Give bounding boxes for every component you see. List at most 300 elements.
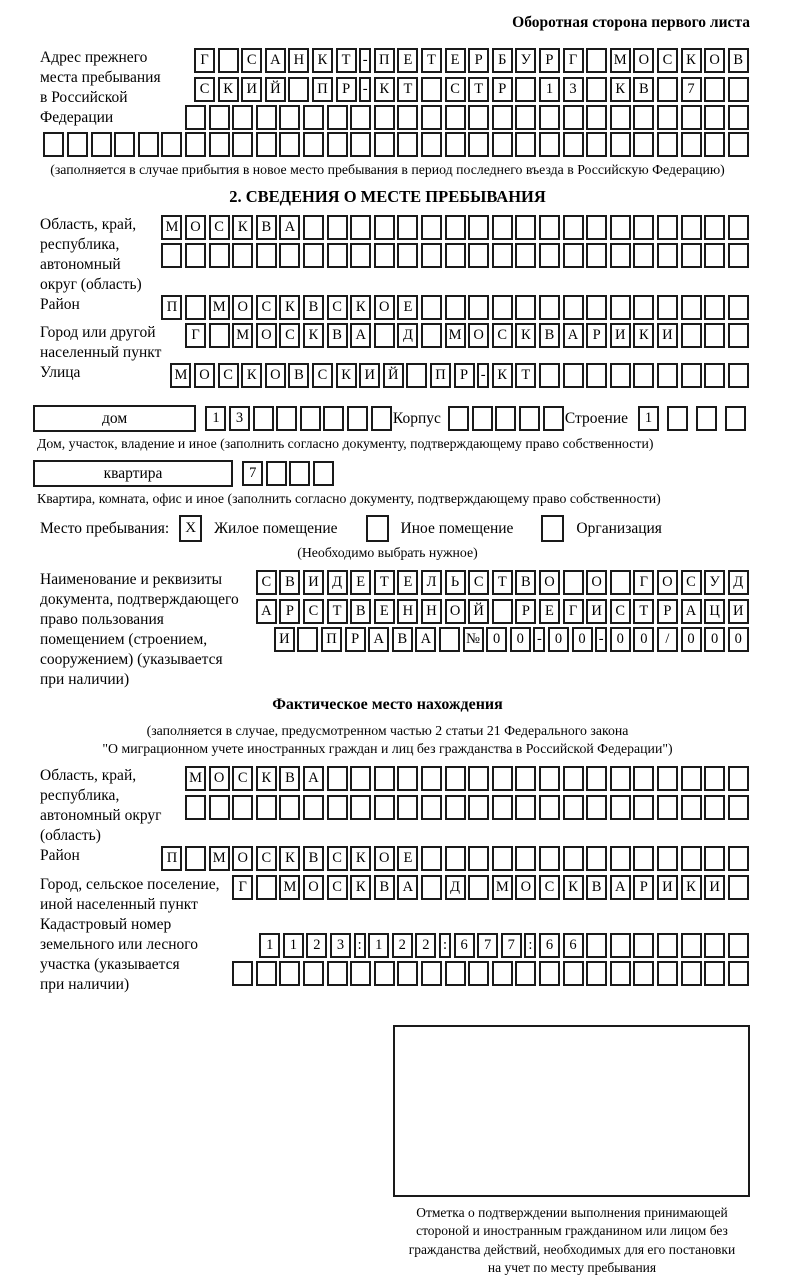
char-cell[interactable] (681, 363, 702, 388)
char-cell[interactable] (539, 961, 560, 986)
char-cell[interactable]: О (265, 363, 286, 388)
char-cell[interactable] (610, 961, 631, 986)
char-cell[interactable]: 0 (486, 627, 507, 652)
char-cell[interactable]: А (265, 48, 286, 73)
char-cell[interactable] (374, 323, 395, 348)
char-cell[interactable]: П (161, 295, 182, 320)
char-cell[interactable] (218, 48, 239, 73)
char-cell[interactable]: Е (539, 599, 560, 624)
char-cell[interactable] (492, 295, 513, 320)
char-cell[interactable]: У (704, 570, 725, 595)
char-cell[interactable]: С (327, 295, 348, 320)
char-cell[interactable] (374, 105, 395, 130)
char-cell[interactable] (43, 132, 64, 157)
char-cell[interactable]: : (439, 933, 451, 958)
char-cell[interactable] (657, 795, 678, 820)
char-cell[interactable] (728, 323, 749, 348)
char-cell[interactable]: Е (397, 570, 418, 595)
char-cell[interactable]: 3 (563, 77, 584, 102)
char-cell[interactable]: С (218, 363, 239, 388)
char-cell[interactable] (657, 766, 678, 791)
char-cell[interactable] (232, 105, 253, 130)
char-cell[interactable] (633, 933, 654, 958)
char-cell[interactable]: К (303, 323, 324, 348)
char-cell[interactable]: В (515, 570, 536, 595)
char-cell[interactable] (445, 243, 466, 268)
char-cell[interactable] (492, 846, 513, 871)
char-cell[interactable]: Р (586, 323, 607, 348)
char-cell[interactable]: О (633, 48, 654, 73)
char-cell[interactable] (209, 323, 230, 348)
char-cell[interactable] (445, 295, 466, 320)
char-cell[interactable] (421, 795, 442, 820)
char-cell[interactable]: Р (345, 627, 366, 652)
char-cell[interactable] (519, 406, 540, 431)
char-cell[interactable] (728, 243, 749, 268)
char-cell[interactable]: В (392, 627, 413, 652)
char-cell[interactable] (492, 132, 513, 157)
char-cell[interactable] (232, 243, 253, 268)
char-cell[interactable] (468, 795, 489, 820)
char-cell[interactable] (350, 795, 371, 820)
char-cell[interactable]: Т (492, 570, 513, 595)
char-cell[interactable]: 0 (510, 627, 531, 652)
char-cell[interactable] (667, 406, 688, 431)
char-cell[interactable] (350, 105, 371, 130)
char-cell[interactable] (610, 570, 631, 595)
char-cell[interactable]: Д (445, 875, 466, 900)
char-cell[interactable]: Т (336, 48, 357, 73)
char-cell[interactable]: К (492, 363, 513, 388)
char-cell[interactable]: К (374, 77, 395, 102)
char-cell[interactable] (185, 105, 206, 130)
char-cell[interactable] (327, 215, 348, 240)
char-cell[interactable] (256, 875, 277, 900)
char-cell[interactable] (91, 132, 112, 157)
char-cell[interactable] (515, 243, 536, 268)
char-cell[interactable] (610, 295, 631, 320)
char-cell[interactable]: М (279, 875, 300, 900)
char-cell[interactable] (492, 105, 513, 130)
char-cell[interactable] (492, 795, 513, 820)
char-cell[interactable] (728, 295, 749, 320)
char-cell[interactable] (397, 132, 418, 157)
char-cell[interactable] (266, 461, 287, 486)
char-cell[interactable]: 2 (306, 933, 327, 958)
char-cell[interactable]: Г (185, 323, 206, 348)
char-cell[interactable]: 1 (205, 406, 226, 431)
char-cell[interactable] (374, 961, 395, 986)
char-cell[interactable]: Е (397, 846, 418, 871)
char-cell[interactable] (350, 961, 371, 986)
char-cell[interactable] (327, 766, 348, 791)
char-cell[interactable] (704, 323, 725, 348)
char-cell[interactable] (515, 295, 536, 320)
char-cell[interactable]: / (657, 627, 678, 652)
char-cell[interactable] (610, 766, 631, 791)
char-cell[interactable] (633, 295, 654, 320)
char-cell[interactable] (586, 48, 607, 73)
char-cell[interactable] (704, 766, 725, 791)
char-cell[interactable] (279, 105, 300, 130)
char-cell[interactable] (185, 846, 206, 871)
char-cell[interactable]: Ь (445, 570, 466, 595)
char-cell[interactable]: : (524, 933, 536, 958)
char-cell[interactable] (161, 132, 182, 157)
char-cell[interactable] (468, 132, 489, 157)
char-cell[interactable]: Р (539, 48, 560, 73)
char-cell[interactable]: А (368, 627, 389, 652)
char-cell[interactable] (327, 243, 348, 268)
char-cell[interactable] (289, 461, 310, 486)
char-cell[interactable] (303, 961, 324, 986)
char-cell[interactable]: Р (633, 875, 654, 900)
char-cell[interactable] (681, 105, 702, 130)
char-cell[interactable]: В (288, 363, 309, 388)
char-cell[interactable] (586, 363, 607, 388)
char-cell[interactable] (114, 132, 135, 157)
char-cell[interactable] (563, 243, 584, 268)
char-cell[interactable] (704, 215, 725, 240)
char-cell[interactable] (421, 846, 442, 871)
char-cell[interactable]: А (397, 875, 418, 900)
char-cell[interactable]: М (492, 875, 513, 900)
char-cell[interactable]: Т (633, 599, 654, 624)
char-cell[interactable] (515, 766, 536, 791)
char-cell[interactable] (279, 795, 300, 820)
char-cell[interactable]: - (359, 48, 371, 73)
char-cell[interactable]: С (681, 570, 702, 595)
char-cell[interactable]: К (350, 875, 371, 900)
char-cell[interactable]: 0 (548, 627, 569, 652)
char-cell[interactable] (161, 243, 182, 268)
char-cell[interactable] (681, 961, 702, 986)
char-cell[interactable]: К (515, 323, 536, 348)
char-cell[interactable] (657, 243, 678, 268)
char-cell[interactable] (586, 795, 607, 820)
char-cell[interactable] (586, 295, 607, 320)
char-cell[interactable]: - (359, 77, 371, 102)
char-cell[interactable]: Й (468, 599, 489, 624)
char-cell[interactable] (468, 243, 489, 268)
char-cell[interactable] (728, 846, 749, 871)
char-cell[interactable]: А (415, 627, 436, 652)
char-cell[interactable]: Е (445, 48, 466, 73)
char-cell[interactable]: 3 (229, 406, 250, 431)
char-cell[interactable]: П (374, 48, 395, 73)
char-cell[interactable]: О (185, 215, 206, 240)
char-cell[interactable]: К (610, 77, 631, 102)
char-cell[interactable]: Р (468, 48, 489, 73)
char-cell[interactable] (256, 243, 277, 268)
char-cell[interactable] (439, 627, 460, 652)
char-cell[interactable] (232, 961, 253, 986)
char-cell[interactable]: С (241, 48, 262, 73)
char-cell[interactable] (657, 363, 678, 388)
char-cell[interactable] (323, 406, 344, 431)
char-cell[interactable]: О (232, 295, 253, 320)
char-cell[interactable] (253, 406, 274, 431)
char-cell[interactable]: М (161, 215, 182, 240)
char-cell[interactable]: С (327, 846, 348, 871)
char-cell[interactable] (515, 795, 536, 820)
char-cell[interactable]: И (610, 323, 631, 348)
char-cell[interactable]: 0 (704, 627, 725, 652)
char-cell[interactable] (406, 363, 427, 388)
char-cell[interactable] (185, 243, 206, 268)
char-cell[interactable]: Р (515, 599, 536, 624)
char-cell[interactable] (279, 132, 300, 157)
char-cell[interactable] (492, 766, 513, 791)
char-cell[interactable]: Г (563, 48, 584, 73)
char-cell[interactable] (492, 961, 513, 986)
char-cell[interactable] (539, 295, 560, 320)
char-cell[interactable]: 0 (610, 627, 631, 652)
char-cell[interactable]: О (468, 323, 489, 348)
char-cell[interactable]: К (563, 875, 584, 900)
char-cell[interactable]: Р (454, 363, 475, 388)
char-cell[interactable]: И (241, 77, 262, 102)
char-cell[interactable] (681, 795, 702, 820)
char-cell[interactable] (704, 132, 725, 157)
char-cell[interactable] (586, 933, 607, 958)
char-cell[interactable] (704, 961, 725, 986)
char-cell[interactable]: С (312, 363, 333, 388)
char-cell[interactable]: 0 (572, 627, 593, 652)
char-cell[interactable]: В (586, 875, 607, 900)
char-cell[interactable]: В (279, 570, 300, 595)
char-cell[interactable] (421, 77, 442, 102)
char-cell[interactable] (563, 295, 584, 320)
char-cell[interactable]: М (445, 323, 466, 348)
char-cell[interactable] (371, 406, 392, 431)
char-cell[interactable] (421, 105, 442, 130)
char-cell[interactable] (374, 132, 395, 157)
char-cell[interactable]: К (312, 48, 333, 73)
char-cell[interactable]: В (303, 846, 324, 871)
char-cell[interactable] (279, 243, 300, 268)
char-cell[interactable] (586, 132, 607, 157)
char-cell[interactable]: О (256, 323, 277, 348)
residential-checkbox[interactable]: X (179, 515, 202, 542)
char-cell[interactable] (704, 363, 725, 388)
char-cell[interactable]: О (303, 875, 324, 900)
char-cell[interactable] (728, 795, 749, 820)
char-cell[interactable]: Ц (704, 599, 725, 624)
char-cell[interactable] (209, 132, 230, 157)
char-cell[interactable] (728, 961, 749, 986)
char-cell[interactable] (610, 132, 631, 157)
char-cell[interactable]: Й (265, 77, 286, 102)
char-cell[interactable]: 2 (392, 933, 413, 958)
char-cell[interactable] (303, 215, 324, 240)
char-cell[interactable] (421, 295, 442, 320)
char-cell[interactable] (563, 105, 584, 130)
char-cell[interactable] (468, 105, 489, 130)
char-cell[interactable]: Е (374, 599, 395, 624)
char-cell[interactable] (397, 215, 418, 240)
char-cell[interactable]: М (170, 363, 191, 388)
char-cell[interactable]: 7 (501, 933, 522, 958)
char-cell[interactable] (610, 933, 631, 958)
char-cell[interactable] (657, 933, 678, 958)
char-cell[interactable] (472, 406, 493, 431)
char-cell[interactable] (681, 323, 702, 348)
organization-checkbox[interactable] (541, 515, 564, 542)
char-cell[interactable] (681, 132, 702, 157)
char-cell[interactable]: П (161, 846, 182, 871)
char-cell[interactable]: И (657, 875, 678, 900)
char-cell[interactable]: А (350, 323, 371, 348)
char-cell[interactable]: А (279, 215, 300, 240)
char-cell[interactable] (185, 295, 206, 320)
char-cell[interactable] (539, 795, 560, 820)
char-cell[interactable] (303, 105, 324, 130)
char-cell[interactable] (657, 105, 678, 130)
char-cell[interactable]: С (279, 323, 300, 348)
char-cell[interactable]: Д (728, 570, 749, 595)
char-cell[interactable]: А (563, 323, 584, 348)
char-cell[interactable] (515, 846, 536, 871)
char-cell[interactable]: М (209, 295, 230, 320)
char-cell[interactable] (232, 132, 253, 157)
char-cell[interactable] (725, 406, 746, 431)
char-cell[interactable]: И (586, 599, 607, 624)
char-cell[interactable]: М (209, 846, 230, 871)
char-cell[interactable]: 1 (368, 933, 389, 958)
char-cell[interactable]: В (279, 766, 300, 791)
char-cell[interactable]: С (194, 77, 215, 102)
char-cell[interactable]: К (681, 875, 702, 900)
char-cell[interactable]: Н (288, 48, 309, 73)
char-cell[interactable] (681, 243, 702, 268)
char-cell[interactable] (563, 766, 584, 791)
char-cell[interactable] (681, 766, 702, 791)
char-cell[interactable]: - (533, 627, 545, 652)
char-cell[interactable] (515, 77, 536, 102)
char-cell[interactable]: Р (336, 77, 357, 102)
char-cell[interactable] (563, 570, 584, 595)
char-cell[interactable] (728, 875, 749, 900)
char-cell[interactable] (515, 961, 536, 986)
char-cell[interactable] (610, 243, 631, 268)
char-cell[interactable]: И (704, 875, 725, 900)
char-cell[interactable] (633, 105, 654, 130)
char-cell[interactable] (704, 295, 725, 320)
char-cell[interactable]: В (327, 323, 348, 348)
char-cell[interactable] (421, 323, 442, 348)
char-cell[interactable] (300, 406, 321, 431)
char-cell[interactable]: 7 (477, 933, 498, 958)
char-cell[interactable]: П (321, 627, 342, 652)
char-cell[interactable] (633, 795, 654, 820)
char-cell[interactable]: О (209, 766, 230, 791)
char-cell[interactable]: О (445, 599, 466, 624)
char-cell[interactable]: - (477, 363, 489, 388)
char-cell[interactable] (539, 215, 560, 240)
char-cell[interactable]: 1 (638, 406, 659, 431)
char-cell[interactable]: Г (194, 48, 215, 73)
char-cell[interactable]: М (232, 323, 253, 348)
char-cell[interactable] (303, 243, 324, 268)
char-cell[interactable] (397, 961, 418, 986)
char-cell[interactable] (586, 215, 607, 240)
char-cell[interactable] (232, 795, 253, 820)
char-cell[interactable] (586, 77, 607, 102)
char-cell[interactable] (728, 363, 749, 388)
char-cell[interactable] (327, 961, 348, 986)
char-cell[interactable] (67, 132, 88, 157)
char-cell[interactable]: К (350, 295, 371, 320)
char-cell[interactable]: 1 (539, 77, 560, 102)
char-cell[interactable]: 6 (563, 933, 584, 958)
char-cell[interactable] (515, 215, 536, 240)
char-cell[interactable]: В (374, 875, 395, 900)
char-cell[interactable] (421, 766, 442, 791)
char-cell[interactable] (138, 132, 159, 157)
char-cell[interactable]: О (232, 846, 253, 871)
char-cell[interactable]: Д (397, 323, 418, 348)
char-cell[interactable]: Н (421, 599, 442, 624)
char-cell[interactable] (350, 766, 371, 791)
char-cell[interactable]: Т (468, 77, 489, 102)
char-cell[interactable] (256, 961, 277, 986)
char-cell[interactable]: М (610, 48, 631, 73)
char-cell[interactable] (445, 961, 466, 986)
char-cell[interactable]: С (232, 766, 253, 791)
char-cell[interactable]: С (327, 875, 348, 900)
char-cell[interactable]: К (232, 215, 253, 240)
char-cell[interactable] (633, 766, 654, 791)
char-cell[interactable]: И (274, 627, 295, 652)
char-cell[interactable] (563, 961, 584, 986)
char-cell[interactable] (728, 766, 749, 791)
char-cell[interactable] (633, 215, 654, 240)
char-cell[interactable]: Т (515, 363, 536, 388)
char-cell[interactable]: Г (232, 875, 253, 900)
char-cell[interactable] (657, 215, 678, 240)
char-cell[interactable]: В (728, 48, 749, 73)
char-cell[interactable]: О (704, 48, 725, 73)
char-cell[interactable] (445, 795, 466, 820)
char-cell[interactable]: 7 (681, 77, 702, 102)
char-cell[interactable]: Д (327, 570, 348, 595)
char-cell[interactable] (681, 846, 702, 871)
char-cell[interactable] (539, 243, 560, 268)
char-cell[interactable]: 0 (633, 627, 654, 652)
char-cell[interactable] (704, 243, 725, 268)
char-cell[interactable] (543, 406, 564, 431)
char-cell[interactable] (492, 599, 513, 624)
char-cell[interactable]: Т (327, 599, 348, 624)
char-cell[interactable]: С (539, 875, 560, 900)
char-cell[interactable]: Е (350, 570, 371, 595)
char-cell[interactable] (610, 215, 631, 240)
char-cell[interactable]: С (256, 846, 277, 871)
char-cell[interactable]: К (633, 323, 654, 348)
char-cell[interactable]: 1 (259, 933, 280, 958)
char-cell[interactable] (350, 243, 371, 268)
char-cell[interactable]: Р (279, 599, 300, 624)
char-cell[interactable] (185, 132, 206, 157)
char-cell[interactable] (279, 961, 300, 986)
char-cell[interactable] (681, 215, 702, 240)
char-cell[interactable]: - (595, 627, 607, 652)
char-cell[interactable] (492, 215, 513, 240)
char-cell[interactable]: О (586, 570, 607, 595)
char-cell[interactable]: К (279, 846, 300, 871)
char-cell[interactable]: 0 (728, 627, 749, 652)
